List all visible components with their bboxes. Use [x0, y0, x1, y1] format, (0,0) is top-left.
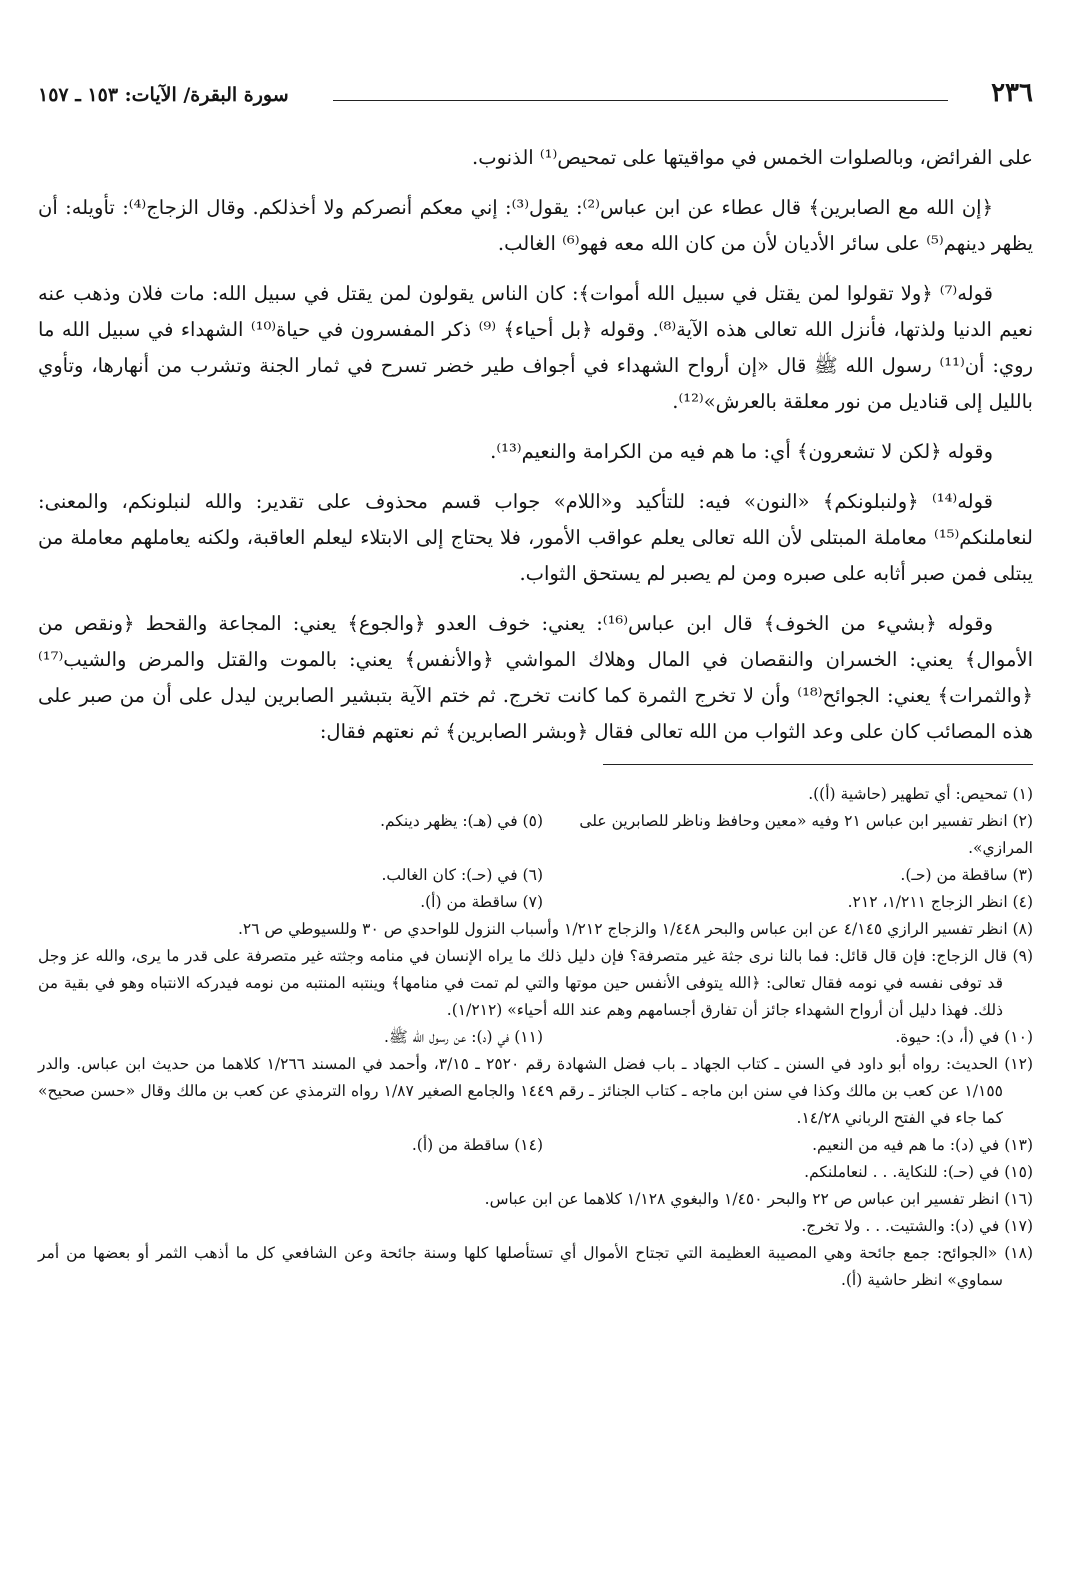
paragraph: على الفرائض، وبالصلوات الخمس في مواقيتها على تمحيص⁽¹⁾ الذنوب. — [472, 146, 1033, 169]
footnote: (١٢) الحديث: رواه أبو داود في السنن ـ كتاب الجهاد ـ باب فضل الشهادة رقم ٢٥٢٠ ـ ٣/١٥، وأحمد في المسند ١/٢٦٦ كلاهما من حديث ابن عباس. والدر ١/١٥٥ عن كعب بن مالك وكذا في سنن ابن ماجه ـ كتاب الجنائز ـ رقم ١٤٤٩ والجامع الصغير ١/٨٧ رواه الترمذي عن كعب بن مالك وقال «حسن صحيح» كما جاء في الفتح الرباني ١٤/٢٨. — [38, 1055, 1033, 1127]
footnote: (٧) ساقطة من (أ). — [420, 893, 543, 911]
page-number: ٢٣٦ — [991, 78, 1033, 108]
footnote: (١٦) انظر تفسير ابن عباس ص ٢٢ والبحر ١/٤٥٠ والبغوي ١/١٢٨ كلاهما عن ابن عباس. — [484, 1190, 1033, 1208]
footnote: (١٠) في (أ، د): حيوة. — [895, 1028, 1033, 1046]
footnote-row — [38, 862, 1033, 889]
footnote: (١٧) في (د): والشتيت. . . ولا تخرج. — [801, 1217, 1033, 1235]
footnote-row — [38, 1132, 1033, 1159]
paragraph: قوله⁽⁷⁾ ﴿ولا تقولوا لمن يقتل في سبيل الله أموات﴾: كان الناس يقولون لمن يقتل في سبيل الله: مات فلان وذهب عنه نعيم الدنيا ولذتها، فأنزل الله تعالى هذه الآية⁽⁸⁾. وقوله ﴿بل أحياء﴾ ⁽⁹⁾ ذكر المفسرون في حياة⁽¹⁰⁾ الشهداء في سبيل الله ما روي: أن⁽¹¹⁾ رسول الله ﷺ قال «إن أرواح الشهداء في أجواف طير خضر تسرح في ثمار الجنة وتشرب من أنهارها، وتأوي بالليل إلى قناديل من نور معلقة بالعرش»⁽¹²⁾. — [38, 282, 1034, 413]
footnote-row — [38, 889, 1033, 916]
main-text — [38, 140, 1033, 750]
footnote: (١١) في (د): عن رسول الله ﷺ. — [384, 1028, 543, 1046]
footnote: (٢) انظر تفسير ابن عباس ٢١ وفيه «معين وحافظ وناظر للصابرين على المرازي». — [579, 812, 1033, 857]
footnotes — [38, 781, 1033, 1294]
paragraph: وقوله ﴿بشيء من الخوف﴾ قال ابن عباس⁽¹⁶⁾: يعني: خوف العدو ﴿والجوع﴾ يعني: المجاعة والقحط ﴿ونقص من الأموال﴾ يعني: الخسران والنقصان في المال وهلاك المواشي ﴿والأنفس﴾ يعني: بالموت والقتل والمرض والشيب⁽¹⁷⁾ ﴿والثمرات﴾ يعني: الجوائح⁽¹⁸⁾ وأن لا تخرج الثمرة كما كانت تخرج. ثم ختم الآية بتبشير الصابرين ليدل على أن من صبر على هذه المصائب كان على وعد الثواب من الله تعالى فقال ﴿وبشر الصابرين﴾ ثم نعتهم فقال: — [38, 612, 1033, 743]
running-title: سورة البقرة/ الآيات: ١٥٣ ـ ١٥٧ — [38, 84, 289, 106]
footnote: (٩) قال الزجاج: فإن قال قائل: فما بالنا نرى جثة غير متصرفة؟ فإن دليل ذلك ما يراه الإنسان في منامه وجثته غير متصرفة على قدر ما يرى، والله عز وجل قد توفى نفسه في نومه فقال تعالى: ﴿الله يتوفى الأنفس حين موتها والتي لم تمت في منامها﴾ وينتبه المنتبه من نومه فيدركه الانتباه وهو في بقية من ذلك. فهذا دليل أن أرواح الشهداء جائز أن تفارق أجسامهم وهم عند الله أحياء» (١/٢١٢). — [38, 947, 1033, 1019]
paragraph: وقوله ﴿لكن لا تشعرون﴾ أي: ما هم فيه من الكرامة والنعيم⁽¹³⁾. — [490, 440, 993, 463]
footnote: (١٥) في (حـ): للنكاية. . . لنعاملنكم. — [804, 1163, 1033, 1181]
footnote: (١٨) «الجوائح: جمع جائحة وهي المصيبة العظيمة التي تجتاح الأموال أي تستأصلها كلها وسنة جائحة وعن الشافعي كل ما أذهب الثمر أو بعضها من أمر سماوي» انظر حاشية (أ). — [38, 1244, 1033, 1289]
paragraph: ﴿إن الله مع الصابرين﴾ قال عطاء عن ابن عباس⁽²⁾: يقول⁽³⁾: إني معكم أنصركم ولا أخذلكم. وقال الزجاج⁽⁴⁾: تأويله: أن يظهر دينهم⁽⁵⁾ على سائر الأديان لأن من كان الله معه فهو⁽⁶⁾ الغالب. — [38, 196, 1033, 255]
footnote: (١) تمحيص: أي تطهير (حاشية (أ)). — [808, 785, 1033, 803]
footnote: (٥) في (هـ): يظهر دينكم. — [380, 812, 543, 830]
footnote-row — [38, 1024, 1033, 1051]
footnote-rule — [603, 764, 1033, 765]
footnote: (١٣) في (د): ما هم فيه من النعيم. — [812, 1136, 1033, 1154]
footnote: (١٤) ساقطة من (أ). — [411, 1136, 543, 1154]
footnote: (٤) انظر الزجاج ١/٢١١، ٢١٢. — [847, 893, 1033, 911]
page-header — [38, 78, 1033, 112]
book-page — [38, 78, 1033, 1294]
header-rule — [333, 100, 948, 101]
footnote: (٨) انظر تفسير الرازي ٤/١٤٥ عن ابن عباس والبحر ١/٤٤٨ والزجاج ١/٢١٢ وأسباب النزول للواحدي ص ٣٠ وللسيوطي ص ٢٦. — [237, 920, 1033, 938]
paragraph: قوله⁽¹⁴⁾ ﴿ولنبلونكم﴾ «النون» فيه: للتأكيد و«اللام» جواب قسم محذوف على تقدير: والله لنبلونكم، والمعنى: لنعاملنكم⁽¹⁵⁾ معاملة المبتلى لأن الله تعالى يعلم عواقب الأمور، فلا يحتاج إلى الابتلاء ليعلم العاقبة، ولكنه يعاملهم معاملة من يبتلى فمن صبر أثابه على صبره ومن لم يصبر لم يستحق الثواب. — [38, 490, 1033, 585]
footnote-row — [38, 808, 1033, 862]
footnote: (٦) في (حـ): كان الغالب. — [381, 866, 543, 884]
footnote: (٣) ساقطة من (حـ). — [900, 866, 1033, 884]
